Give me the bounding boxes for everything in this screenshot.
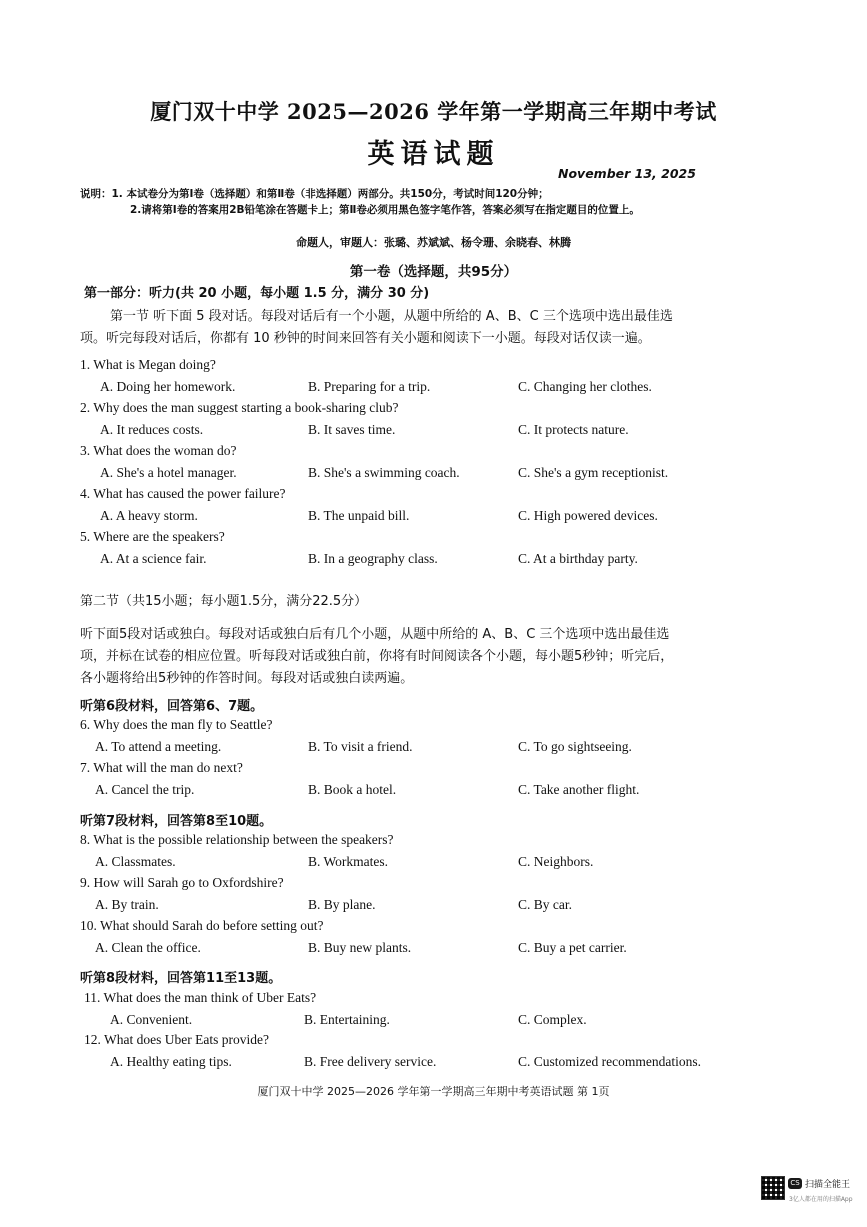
question-9: 9. How will Sarah go to Oxfordshire? bbox=[80, 875, 284, 890]
volume-one-title: 第一卷（选择题，共95分） bbox=[349, 264, 518, 280]
instructions-line-1: 说明：1. 本试卷分为第Ⅰ卷（选择题）和第Ⅱ卷（非选择题）两部分。共150分，考试时间120分钟； bbox=[80, 188, 549, 200]
question-5-option-b: B. In a geography class. bbox=[308, 551, 438, 566]
section-one-instructions-1: 第一节 听下面 5 段对话。每段对话后有一个小题，从题中所给的 A、B、C 三个选项中选出最佳选 bbox=[110, 309, 673, 324]
question-10-option-c: C. Buy a pet carrier. bbox=[518, 940, 627, 955]
material-7-heading: 听第7段材料，回答第8至10题。 bbox=[80, 814, 273, 829]
question-8-option-c: C. Neighbors. bbox=[518, 854, 594, 869]
question-8-option-b: B. Workmates. bbox=[308, 854, 389, 869]
material-6-heading: 听第6段材料，回答第6、7题。 bbox=[80, 699, 264, 714]
question-10-option-b: B. Buy new plants. bbox=[308, 940, 412, 955]
question-6: 6. Why does the man fly to Seattle? bbox=[80, 717, 273, 732]
scanner-app-name: 扫描全能王 bbox=[805, 1180, 851, 1190]
question-6-option-c: C. To go sightseeing. bbox=[518, 739, 632, 754]
question-3-option-b: B. She's a swimming coach. bbox=[308, 465, 460, 480]
section-two-instructions-3: 各小题将给出5秒钟的作答时间。每段对话或独白读两遍。 bbox=[80, 671, 414, 686]
question-9-option-c: C. By car. bbox=[518, 897, 572, 912]
section-one-instructions-2: 项。听完每段对话后，你都有 10 秒钟的时间来回答有关小题和阅读下一小题。每段对话仅读一遍。 bbox=[80, 331, 651, 346]
question-7: 7. What will the man do next? bbox=[80, 760, 243, 775]
section-two-heading: 第二节（共15小题；每小题1.5分，满分22.5分） bbox=[80, 594, 368, 609]
question-10: 10. What should Sarah do before setting out? bbox=[80, 918, 324, 933]
question-4-option-b: B. The unpaid bill. bbox=[308, 508, 410, 523]
question-1-option-a: A. Doing her homework. bbox=[100, 379, 236, 394]
question-4: 4. What has caused the power failure? bbox=[80, 486, 286, 501]
question-2-option-a: A. It reduces costs. bbox=[100, 422, 204, 437]
instructions-line-2: 2.请将第Ⅰ卷的答案用2B铅笔涂在答题卡上；第Ⅱ卷必须用黑色签字笔作答，答案必须写在指定题目的位置上。 bbox=[130, 204, 640, 216]
question-12: 12. What does Uber Eats provide? bbox=[84, 1032, 269, 1047]
material-8-heading: 听第8段材料，回答第11至13题。 bbox=[80, 971, 282, 986]
question-5-option-a: A. At a science fair. bbox=[100, 551, 207, 566]
qr-code-icon bbox=[761, 1176, 785, 1200]
section-two-instructions-1: 听下面5段对话或独白。每段对话或独白后有几个小题，从题中所给的 A、B、C 三个选项中选出最佳选 bbox=[80, 627, 670, 642]
question-1: 1. What is Megan doing? bbox=[80, 357, 216, 372]
question-11: 11. What does the man think of Uber Eats? bbox=[84, 990, 317, 1005]
question-9-option-a: A. By train. bbox=[95, 897, 159, 912]
page-footer: 厦门双十中学 2025—2026 学年第一学期高三年期中考英语试题 第 1页 bbox=[257, 1085, 610, 1098]
question-1-option-b: B. Preparing for a trip. bbox=[308, 379, 431, 394]
question-6-option-b: B. To visit a friend. bbox=[308, 739, 413, 754]
question-5-option-c: C. At a birthday party. bbox=[518, 551, 638, 566]
question-9-option-b: B. By plane. bbox=[308, 897, 376, 912]
question-7-option-a: A. Cancel the trip. bbox=[95, 782, 195, 797]
question-6-option-a: A. To attend a meeting. bbox=[95, 739, 222, 754]
question-2-option-c: C. It protects nature. bbox=[518, 422, 629, 437]
question-12-option-c: C. Customized recommendations. bbox=[518, 1054, 701, 1069]
exam-subtitle: 英语试题 bbox=[367, 139, 500, 170]
part-one-title: 第一部分：听力(共 20 小题，每小题 1.5 分，满分 30 分) bbox=[84, 286, 430, 301]
question-7-option-c: C. Take another flight. bbox=[518, 782, 640, 797]
question-1-option-c: C. Changing her clothes. bbox=[518, 379, 652, 394]
authors-line: 命题人，审题人：张璐、苏斌斌、杨令珊、余晓春、林腾 bbox=[296, 236, 571, 249]
question-10-option-a: A. Clean the office. bbox=[95, 940, 201, 955]
question-5: 5. Where are the speakers? bbox=[80, 529, 225, 544]
question-8-option-a: A. Classmates. bbox=[95, 854, 176, 869]
question-7-option-b: B. Book a hotel. bbox=[308, 782, 397, 797]
exam-date: November 13, 2025 bbox=[558, 166, 696, 181]
question-8: 8. What is the possible relationship between the speakers? bbox=[80, 832, 394, 847]
question-11-option-a: A. Convenient. bbox=[110, 1012, 193, 1027]
exam-title: 厦门双十中学 2025—2026 学年第一学期高三年期中考试 bbox=[150, 99, 717, 124]
question-11-option-b: B. Entertaining. bbox=[304, 1012, 390, 1027]
question-4-option-c: C. High powered devices. bbox=[518, 508, 658, 523]
scanner-app-tagline: 3亿人都在用的扫描App bbox=[789, 1196, 853, 1203]
question-12-option-b: B. Free delivery service. bbox=[304, 1054, 437, 1069]
question-2: 2. Why does the man suggest starting a book-sharing club? bbox=[80, 400, 399, 415]
question-3: 3. What does the woman do? bbox=[80, 443, 237, 458]
question-3-option-a: A. She's a hotel manager. bbox=[100, 465, 237, 480]
question-2-option-b: B. It saves time. bbox=[308, 422, 396, 437]
question-12-option-a: A. Healthy eating tips. bbox=[110, 1054, 232, 1069]
scanner-logo-icon: CS bbox=[788, 1178, 802, 1189]
question-3-option-c: C. She's a gym receptionist. bbox=[518, 465, 669, 480]
question-11-option-c: C. Complex. bbox=[518, 1012, 587, 1027]
section-two-instructions-2: 项，并标在试卷的相应位置。听每段对话或独白前，你将有时间阅读各个小题，每小题5秒钟；听完后， bbox=[80, 649, 674, 664]
question-4-option-a: A. A heavy storm. bbox=[100, 508, 198, 523]
